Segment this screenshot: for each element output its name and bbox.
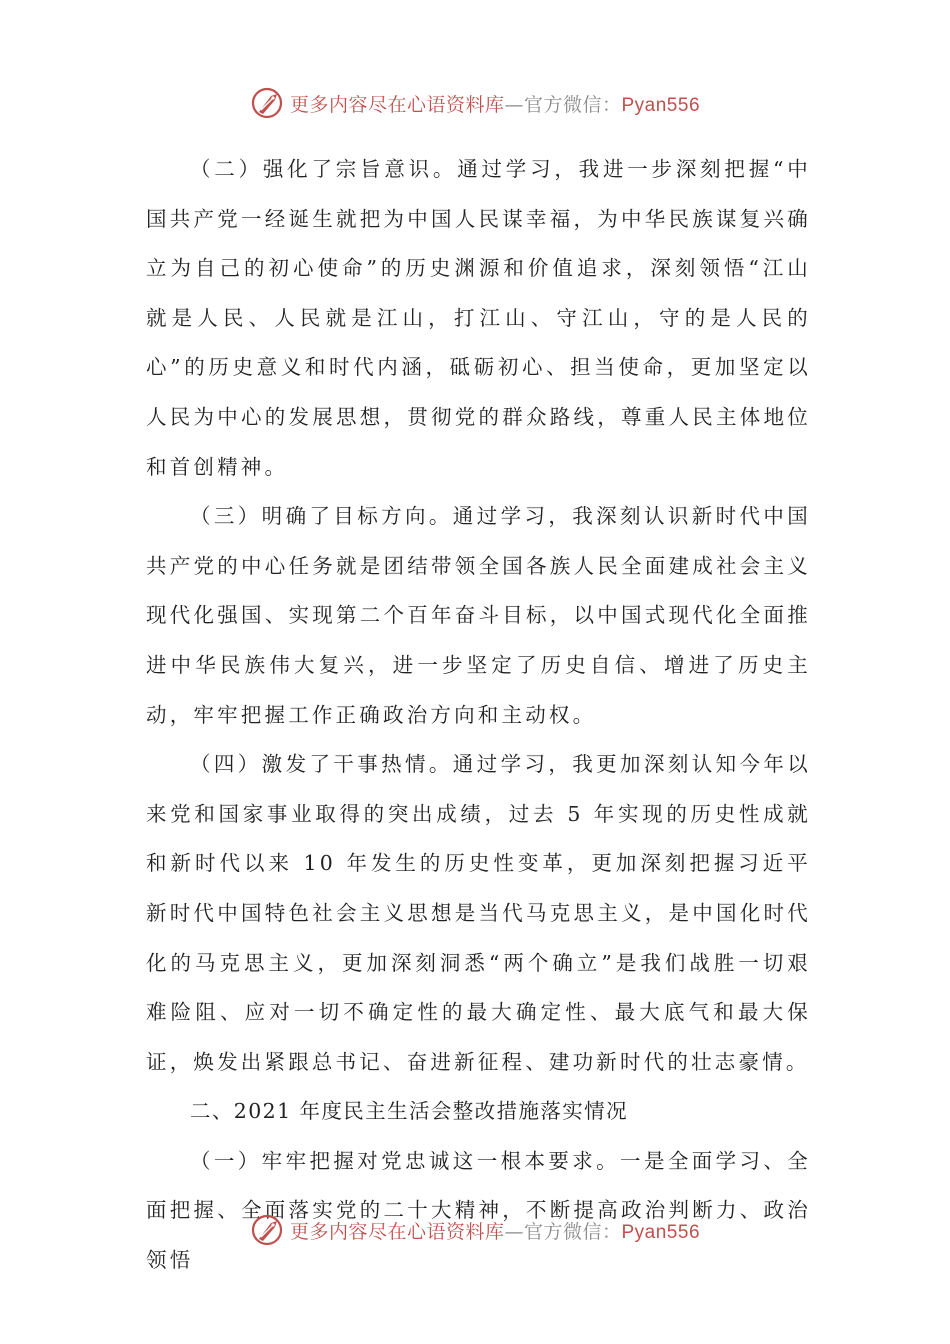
paragraph-goal-direction: （三）明确了目标方向。通过学习，我深刻认识新时代中国共产党的中心任务就是团结带领全国各族人民全面建成社会主义现代化强国、实现第二个百年奋斗目标，以中国式现代化全面推进中华民族伟大复兴，进一步坚定了历史自信、增进了历史主动，牢牢把握工作正确政治方向和主动权。: [146, 504, 811, 727]
banner-separator: —: [504, 93, 524, 116]
pen-nib-circle-icon: [250, 1212, 286, 1248]
paragraph-work-enthusiasm: （四）激发了干事热情。通过学习，我更加深刻认知今年以来党和国家事业取得的突出成绩，过去 5 年实现的历史性成就和新时代以来 10 年发生的历史性变革，更加深刻把握习近平新时代中国特色社会主义思想是当代马克思主义，是中国化时代化的马克思主义，更加深刻洞悉“两个确立”是我们战胜一切艰难险阻、应对一切不确定性的最大确定性、最大底气和最大保证，焕发出紧跟总书记、奋进新征程、建功新时代的壮志豪情。: [146, 752, 811, 1074]
banner-wechat-label: 官方微信：: [523, 93, 622, 116]
header-watermark-banner: [0, 83, 950, 123]
banner-text: [290, 1217, 700, 1244]
paragraph-purpose-awareness: （二）强化了宗旨意识。通过学习，我进一步深刻把握“中国共产党一经诞生就把为中国人民谋幸福，为中华民族谋复兴确立为自己的初心使命”的历史渊源和价值追求，深刻领悟“江山就是人民、人民就是江山，打江山、守江山，守的是人民的心”的历史意义和时代内涵，砥砺初心、担当使命，更加坚定以人民为中心的发展思想，贯彻党的群众路线，尊重人民主体地位和首创精神。: [146, 157, 811, 479]
pen-nib-circle-icon: [250, 85, 286, 121]
banner-text: [290, 90, 700, 117]
banner-wechat-id: Pyan556: [621, 94, 701, 116]
document-body: [146, 145, 811, 1286]
banner-wechat-label: 官方微信：: [523, 1220, 622, 1243]
banner-library-text: 更多内容尽在心语资料库: [289, 93, 505, 116]
footer-watermark-banner: [0, 1210, 950, 1250]
banner-wechat-id: Pyan556: [621, 1221, 701, 1243]
banner-separator: —: [504, 1220, 524, 1243]
banner-library-text: 更多内容尽在心语资料库: [289, 1220, 505, 1243]
section-heading-rectification: 二、2021 年度民主生活会整改措施落实情况: [190, 1099, 628, 1124]
paragraph-party-loyalty: （一）牢牢把握对党忠诚这一根本要求。一是全面学习、全面把握、全面落实党的二十大精神，不断提高政治判断力、政治领悟: [146, 1148, 811, 1273]
